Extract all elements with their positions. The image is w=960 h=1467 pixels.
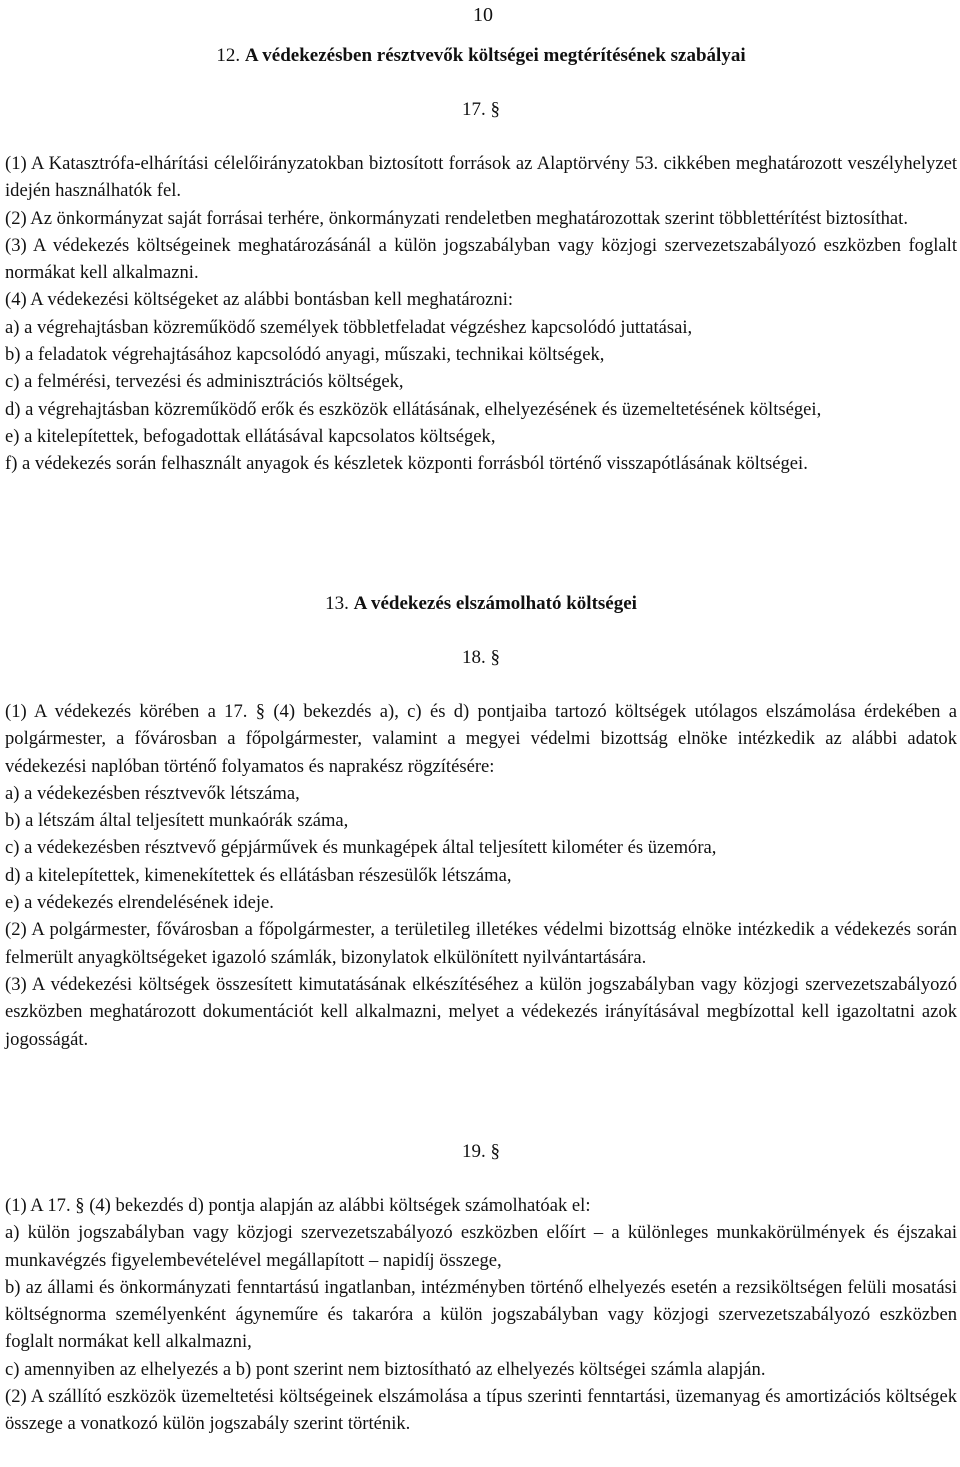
section-19-para-2: (2) A szállító eszközök üzemeltetési költségeinek elszámolása a típus szerinti fenntartási, üzemanyag és amortizációs költségek összege a vonatkozó külön jogszabály szerint történik. xyxy=(5,1386,957,1435)
section-18-item-a: a) a védekezésben résztvevők létszáma, xyxy=(5,782,300,804)
section-19-para-1: (1) A 17. § (4) bekezdés d) pontja alapján az alábbi költségek számolhatóak el: xyxy=(5,1195,591,1216)
section-19-item-a: a) külön jogszabályban vagy közjogi szervezetszabályozó eszközben előírt – a különleges munkakörülmények és éjszakai munkavégzés figyelembevételével megállapított – napidíj összege, xyxy=(5,1222,957,1271)
section-18-para-1: (1) A védekezés körében a 17. § (4) bekezdés a), c) és d) pontjaiba tartozó költségek utólagos elszámolása érdekében a polgármester, a fővárosban a főpolgármester, valamint a megyei védelmi bizottság elnöke intézkedik az alábbi adatok védekezési naplóban történő folyamatos és naprakész rögzítésére: xyxy=(5,701,957,777)
section-19-mark: 19. § xyxy=(462,1141,500,1162)
section-18-para-2: (2) A polgármester, fővárosban a főpolgármester, a területileg illetékes védelmi bizottság elnöke intézkedik a védekezés során felmerült anyagköltségeket igazoló számlák, bizonylatok elkülönített nyilvántartására. xyxy=(5,919,957,968)
section-17-para-2: (2) Az önkormányzat saját forrásai terhére, önkormányzati rendeletben meghatározottak szerint többlettérítést biztosíthat. xyxy=(5,207,908,229)
section-17-item-c: c) a felmérési, tervezési és adminisztrációs költségek, xyxy=(5,371,404,393)
section-18-body xyxy=(5,698,957,1053)
section-18-para-3: (3) A védekezési költségek összesített kimutatásának elkészítéséhez a külön jogszabályban vagy közjogi szervezetszabályozó eszközben meghatározott dokumentációt kell alkalmazni, melyet a védekezés irányításával megbízottal kell igazoltatni azok jogosságát. xyxy=(5,973,957,1050)
section-18-item-c: c) a védekezésben résztvevő gépjárművek és munkagépek által teljesített kilométer és üzemóra, xyxy=(5,837,717,859)
section-19-item-c: c) amennyiben az elhelyezés a b) pont szerint nem biztosítható az elhelyezés költségei számla alapján. xyxy=(5,1358,766,1380)
section-18-item-e: e) a védekezés elrendelésének ideje. xyxy=(5,892,274,914)
section-17-item-e: e) a kitelepítettek, befogadottak ellátásával kapcsolatos költségek, xyxy=(5,425,496,447)
chapter-13-title: A védekezés elszámolható költségei xyxy=(353,593,637,614)
section-17-item-b: b) a feladatok végrehajtásához kapcsolódó anyagi, műszaki, technikai költségek, xyxy=(5,344,605,366)
section-17-body xyxy=(5,150,957,478)
section-17-item-d: d) a végrehajtásban közreműködő erők és eszközök ellátásának, elhelyezésének és üzemeltetésének költségei, xyxy=(5,398,822,420)
section-19-body xyxy=(5,1192,957,1438)
section-18-mark: 18. § xyxy=(462,647,500,668)
section-17-para-4: (4) A védekezési költségeket az alábbi bontásban kell meghatározni: xyxy=(5,289,514,311)
chapter-12-title: A védekezésben résztvevők költségei megtérítésének szabályai xyxy=(244,45,746,66)
section-18-item-d: d) a kitelepítettek, kimenekítettek és ellátásban részesülők létszáma, xyxy=(5,864,512,886)
section-17-item-f: f) a védekezés során felhasznált anyagok és készletek központi forrásból történő visszapótlásának költségei. xyxy=(5,453,808,475)
section-17-item-a: a) a végrehajtásban közreműködő személyek többletfeladat végzéshez kapcsolódó juttatásai, xyxy=(5,316,693,338)
section-19-item-b: b) az állami és önkormányzati fenntartású ingatlanban, intézményben történő elhelyezés esetén a rezsiköltségen felüli mosatási költségnorma személyenként ágyneműre és takaróra a külön jogszabályban vagy közjogi szervezetszabályozó eszközben foglalt normákat kell alkalmazni, xyxy=(5,1276,957,1353)
chapter-13-heading xyxy=(5,590,957,617)
section-17-para-1: (1) A Katasztrófa-elhárítási célelőirányzatokban biztosított források az Alaptörvény 53. cikkében meghatározott veszélyhelyzet idején használhatók fel. xyxy=(5,153,957,202)
section-17-para-3: (3) A védekezés költségeinek meghatározásánál a külön jogszabályban vagy közjogi szervezetszabályozó eszközben foglalt normákat kell alkalmazni. xyxy=(5,234,957,284)
chapter-12-number: 12. xyxy=(216,45,241,66)
section-17-mark: 17. § xyxy=(462,99,500,120)
section-18-item-b: b) a létszám által teljesített munkaórák száma, xyxy=(5,810,349,832)
page-number: 10 xyxy=(473,4,493,26)
chapter-13-number: 13. xyxy=(325,593,349,614)
chapter-12-heading xyxy=(5,42,957,69)
